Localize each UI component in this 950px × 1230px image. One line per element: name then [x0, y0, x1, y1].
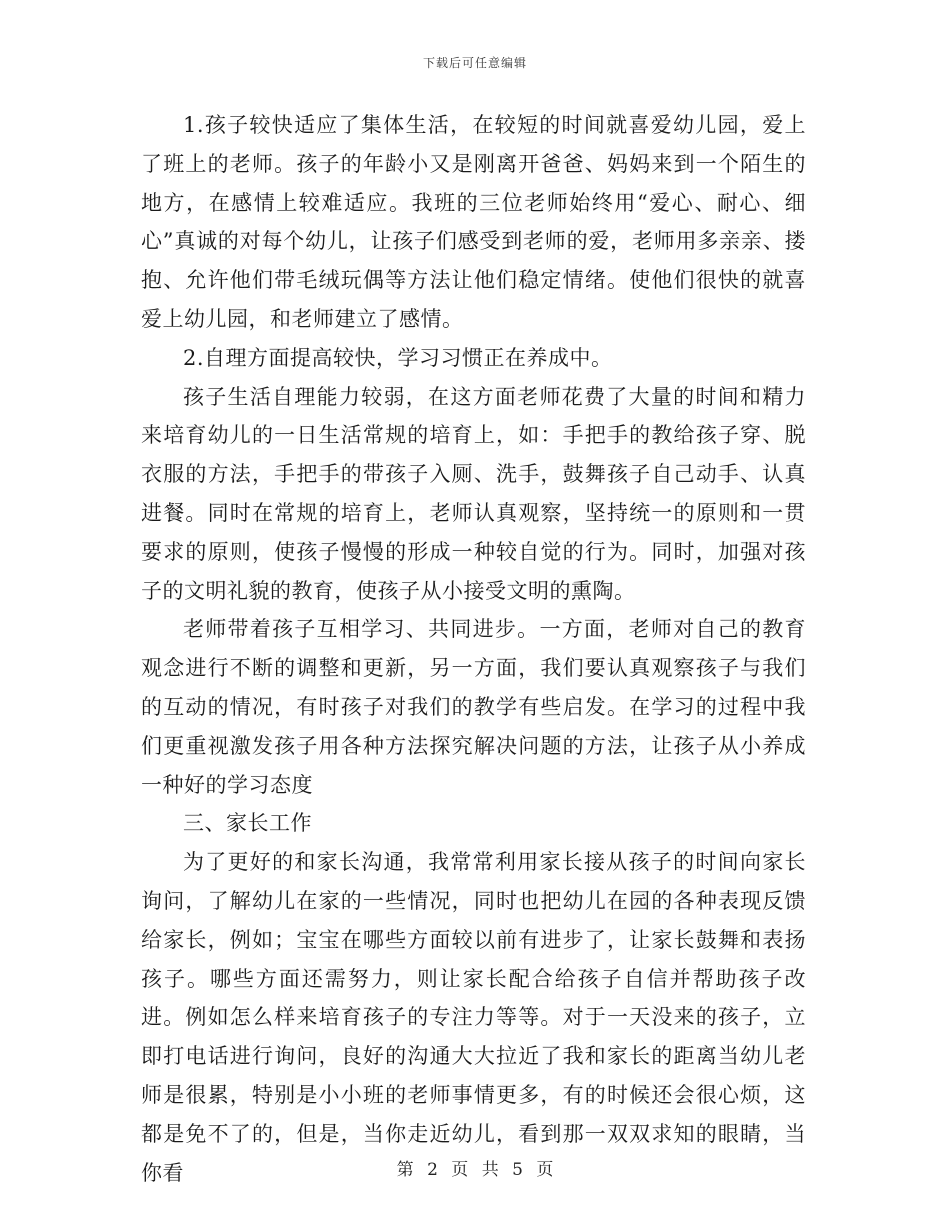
- footer-page-unit: 页: [451, 1160, 469, 1180]
- paragraph-2: 2.自理方面提高较快，学习习惯正在养成中。: [183, 345, 613, 370]
- paragraph-3: 孩子生活自理能力较弱，在这方面老师花费了大量的时间和精力来培育幼儿的一日生活常规的培育上，如：手把手的教给孩子穿、脱衣服的方法，手把手的带孩子入厕、洗手，鼓舞孩子自己动手、认真进餐。同时在常规的培育上，老师认真观察，坚持统一的原则和一贯要求的原则，使孩子慢慢的形成一种较自觉的行为。同时，加强对孩子的文明礼貌的教育，使孩子从小接受文明的熏陶。: [141, 384, 806, 603]
- page-header: 下载后可任意编辑: [422, 56, 527, 70]
- section-heading-parent-work: 三、家长工作: [183, 811, 312, 836]
- document-body: [141, 106, 806, 1192]
- page-footer: [0, 1155, 950, 1180]
- paragraph-1: 1.孩子较快适应了集体生活，在较短的时间就喜爱幼儿园，爱上了班上的老师。孩子的年龄小又是刚离开爸爸、妈妈来到一个陌生的地方，在感情上较难适应。我班的三位老师始终用“爱心、耐心、细心”真诚的对每个幼儿，让孩子们感受到老师的爱，老师用多亲亲、搂抱、允许他们带毛绒玩偶等方法让他们稳定情绪。使他们很快的就喜爱上幼儿园，和老师建立了感情。: [141, 113, 806, 331]
- current-page-number: 2: [427, 1160, 438, 1180]
- paragraph-5: 为了更好的和家长沟通，我常常利用家长接从孩子的时间向家长询问，了解幼儿在家的一些情况，同时也把幼儿在园的各种表现反馈给家长，例如；宝宝在哪些方面较以前有进步了，让家长鼓舞和表扬孩子。哪些方面还需努力，则让家长配合给孩子自信并帮助孩子改进。例如怎么样来培育孩子的专注力等等。对于一天没来的孩子，立即打电话进行询问，良好的沟通大大拉近了我和家长的距离当幼儿老师是很累，特别是小小班的老师事情更多，有的时候还会很心烦，这都是免不了的，但是，当你走近幼儿，看到那一双双求知的眼睛，当你看: [141, 850, 806, 1185]
- footer-prefix: 第: [396, 1160, 414, 1180]
- footer-suffix: 页: [536, 1160, 554, 1180]
- footer-total-prefix: 共: [481, 1160, 499, 1180]
- total-pages-number: 5: [512, 1160, 523, 1180]
- paragraph-4: 老师带着孩子互相学习、共同进步。一方面，老师对自己的教育观念进行不断的调整和更新，另一方面，我们要认真观察孩子与我们的互动的情况，有时孩子对我们的教学有些启发。在学习的过程中我们更重视激发孩子用各种方法探究解决问题的方法，让孩子从小养成一种好的学习态度: [141, 617, 806, 797]
